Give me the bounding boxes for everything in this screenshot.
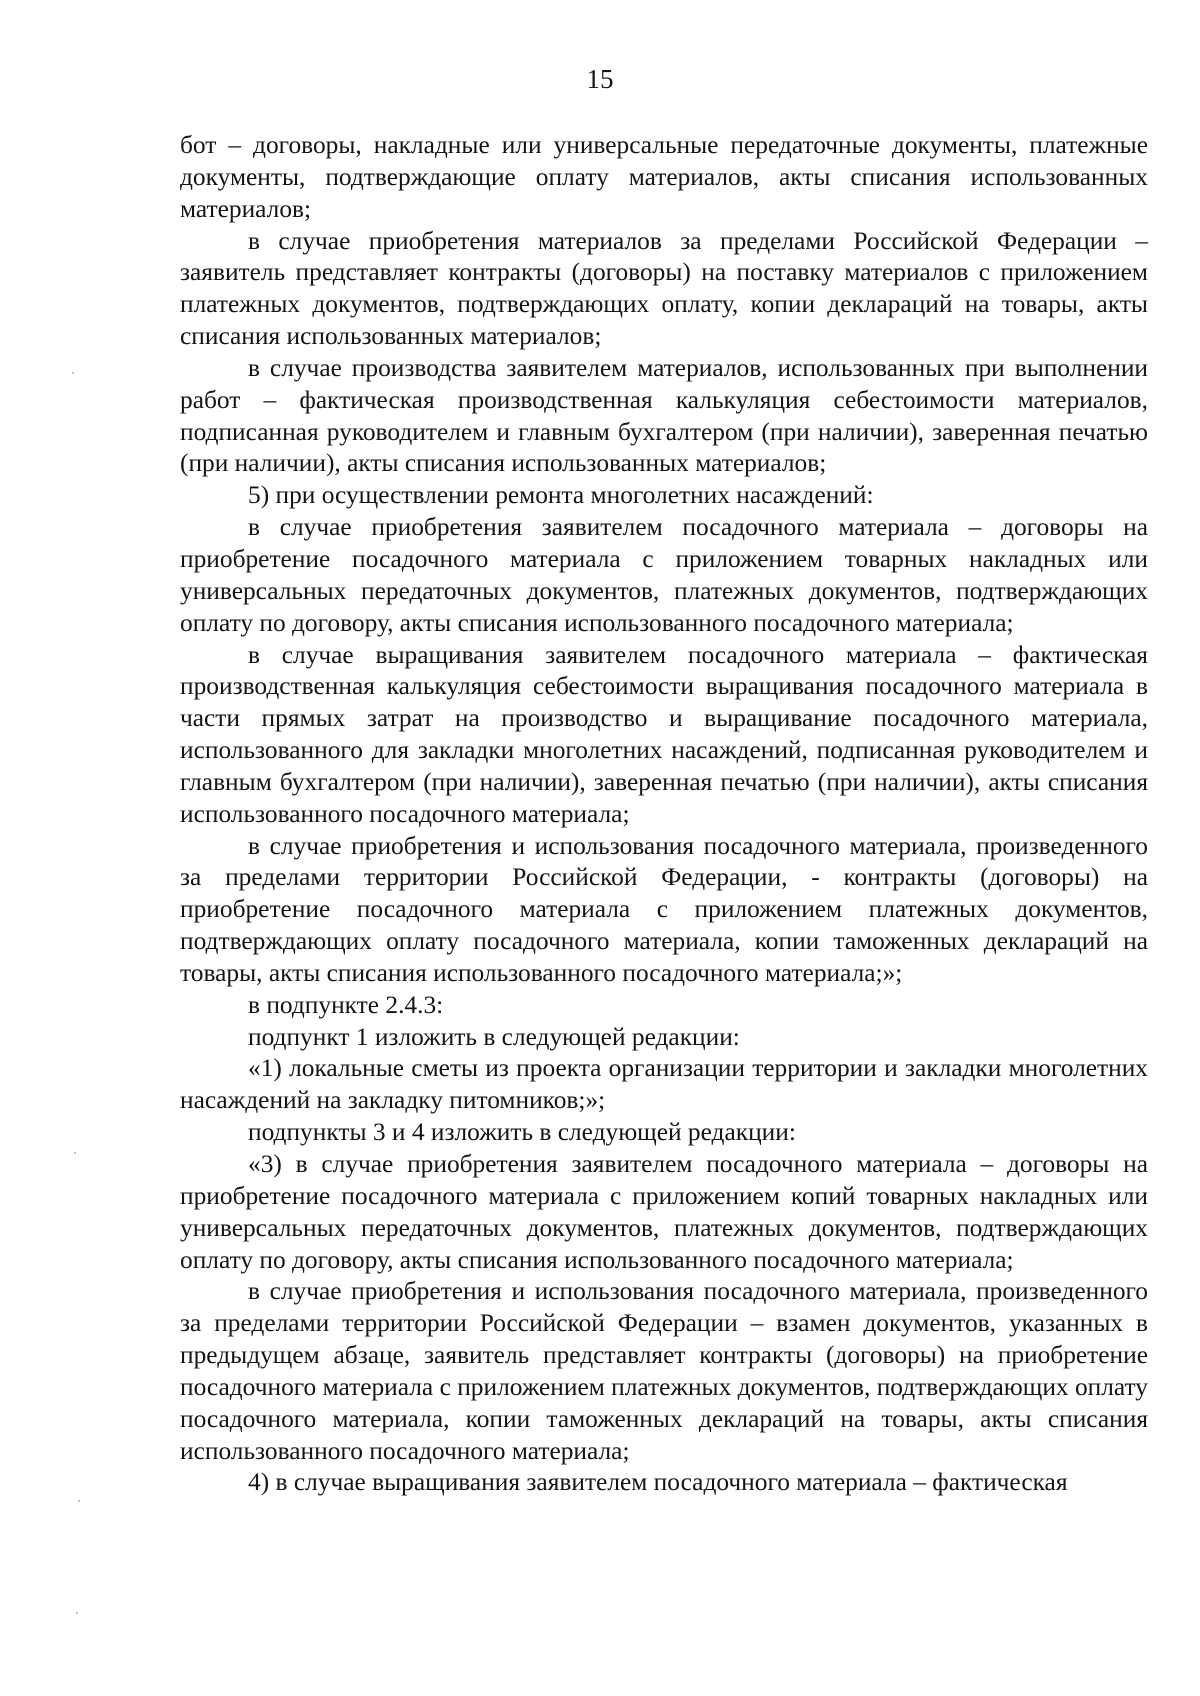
paragraph-7: в случае приобретения и использования посадочного материала, произведенного за пределами территории Российской Федерации, - контракты (договоры) на приобретение посадочного материала с приложением платежных документов, подтверждающих оплату посадочного материала, копии таможенных деклараций на товары, акты списания использованного посадочного материала;»; — [180, 831, 1148, 987]
paragraph-8: в подпункте 2.4.3: — [248, 990, 444, 1019]
paragraph-9: подпункт 1 изложить в следующей редакции: — [248, 1022, 740, 1051]
paragraph-2: в случае приобретения материалов за пределами Российской Федерации – заявитель представляет контракты (договоры) на поставку материалов с приложением платежных документов, подтверждающих оплату, копии деклараций на товары, акты списания использованных материалов; — [180, 226, 1148, 351]
paragraph-4: 5) при осуществлении ремонта многолетних насаждений: — [248, 481, 874, 510]
scan-speck — [76, 1612, 78, 1614]
scan-speck — [78, 1500, 80, 1502]
document-body — [180, 130, 1148, 1499]
scan-speck — [72, 372, 74, 374]
paragraph-11: подпункты 3 и 4 изложить в следующей редакции: — [248, 1118, 796, 1147]
paragraph-5: в случае приобретения заявителем посадочного материала – договоры на приобретение посадочного материала с приложением товарных накладных или универсальных передаточных документов, платежных документов, подтверждающих оплату по договору, акты списания использованного посадочного материала; — [180, 513, 1148, 637]
paragraph-13: в случае приобретения и использования посадочного материала, произведенного за пределами территории Российской Федерации – взамен документов, указанных в предыдущем абзаце, заявитель представляет контракты (договоры) на приобретение посадочного материала с приложением платежных документов, подтверждающих оплату посадочного материала, копии таможенных деклараций на товары, акты списания использованного посадочного материала; — [180, 1277, 1148, 1465]
paragraph-14: 4) в случае выращивания заявителем посадочного материала – фактическая — [248, 1468, 1068, 1497]
paragraph-10: «1) локальные сметы из проекта организации территории и закладки многолетних насаждений на закладку питомников;»; — [180, 1054, 1148, 1115]
paragraph-3: в случае производства заявителем материалов, использованных при выполнении работ – фактическая производственная калькуляция себестоимости материалов, подписанная руководителем и главным бухгалтером (при наличии), заверенная печатью (при наличии), акты списания использованных материалов; — [180, 353, 1148, 478]
paragraph-6: в случае выращивания заявителем посадочного материала – фактическая производственная калькуляция себестоимости выращивания посадочного материала в части прямых затрат на производство и выращивание посадочного материала, использованного для закладки многолетних насаждений, подписанная руководителем и главным бухгалтером (при наличии), заверенная печатью (при наличии), акты списания использованного посадочного материала; — [180, 640, 1148, 828]
paragraph-12: «3) в случае приобретения заявителем посадочного материала – договоры на приобретение посадочного материала с приложением копий товарных накладных или универсальных передаточных документов, платежных документов, подтверждающих оплату по договору, акты списания использованного посадочного материала; — [180, 1150, 1148, 1274]
scan-speck — [74, 1152, 76, 1154]
page-number: 15 — [586, 64, 614, 94]
paragraph-1: бот – договоры, накладные или универсальные передаточные документы, платежные документы, подтверждающие оплату материалов, акты списания использованных материалов; — [180, 131, 1148, 223]
